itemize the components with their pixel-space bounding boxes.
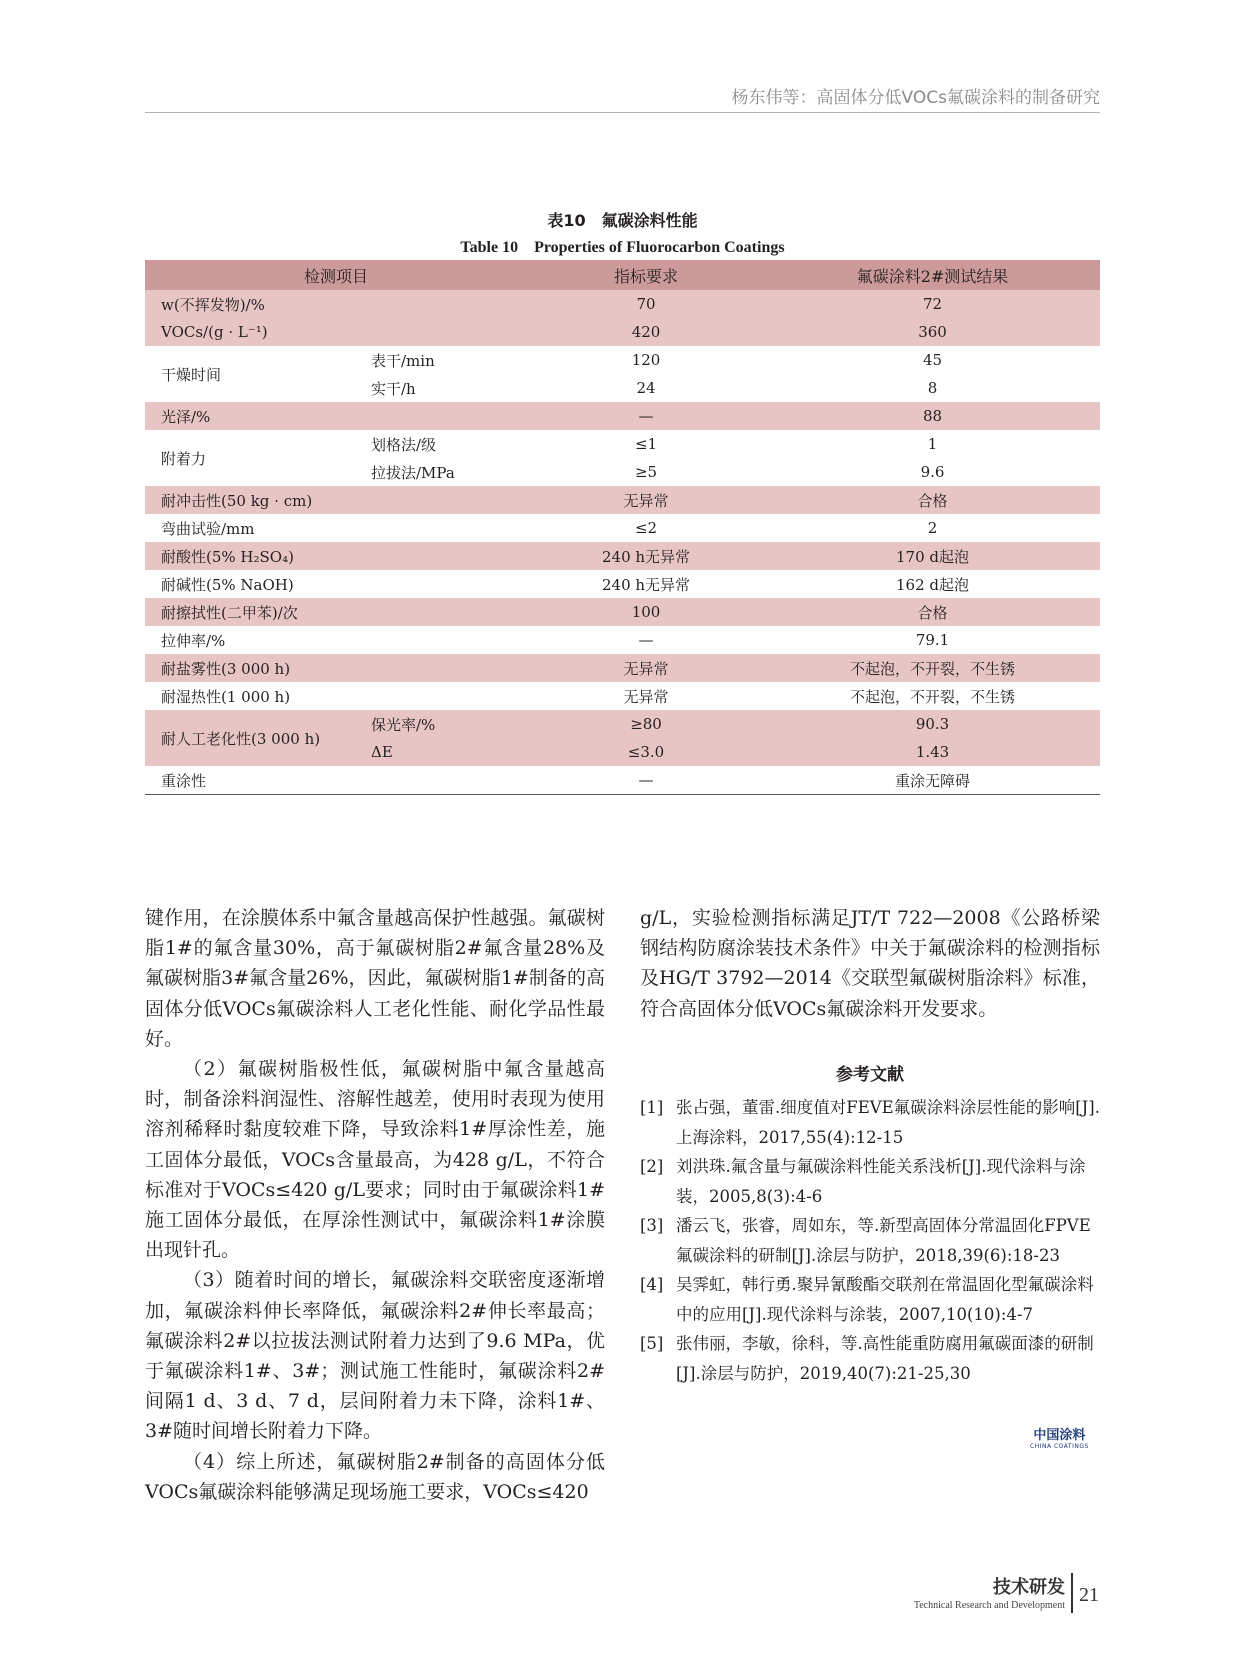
table-row — [145, 766, 1100, 795]
paragraph: （2）氟碳树脂极性低，氟碳树脂中氟含量越高时，制备涂料润湿性、溶解性越差，使用时表现为使用溶剂稀释时黏度较难下降，导致涂料1#厚涂性差，施工固体分最低，VOCs含量最高，为428 g/L，不符合标准对于VOCs≤420 g/L要求；同时由于氟碳涂料1#施工固体分最低，在厚涂性测试中，氟碳涂料1#涂膜出现针孔。 — [145, 1058, 605, 1262]
table-row — [145, 682, 1100, 710]
reference-item — [640, 1270, 1100, 1329]
table-row — [145, 626, 1100, 654]
reference-item — [640, 1152, 1100, 1211]
row-result: 重涂无障碍 — [765, 766, 1100, 795]
row-requirement: ≥5 — [634, 463, 658, 481]
table-row — [145, 430, 1100, 458]
row-result: 162 d起泡 — [896, 575, 970, 594]
paragraph: （3）随着时间的增长，氟碳涂料交联密度逐渐增加，氟碳涂料伸长率降低，氟碳涂料2#伸长率最高；氟碳涂料2#以拉拔法测试附着力达到了9.6 MPa，优于氟碳涂料1#、3#；测试施工性能时，氟碳涂料2#间隔1 d、3 d、7 d，层间附着力未下降，涂料1#、3#随时间增长附着力下降。 — [145, 1269, 605, 1443]
row-requirement: — — [638, 631, 654, 649]
row-item: 耐碱性(5% NaOH) — [161, 575, 294, 594]
row-requirement: 240 h无异常 — [527, 542, 765, 570]
paragraph: （4）综上所述，氟碳树脂2#制备的高固体分低VOCs氟碳涂料能够满足现场施工要求，VOCs≤420 — [145, 1450, 605, 1503]
header-requirement: 指标要求 — [527, 260, 765, 290]
reference-text: 吴霁虹，韩行勇.聚异氰酸酯交联剂在常温固化型氟碳涂料中的应用[J].现代涂料与涂装，2007,10(10):4-7 — [676, 1275, 1094, 1324]
row-item: 耐湿热性(1 000 h) — [161, 687, 291, 706]
references-list — [640, 1093, 1100, 1388]
row-item: 附着力 — [161, 449, 207, 468]
reference-text: 张占强，董雷.细度值对FEVE氟碳涂料涂层性能的影响[J].上海涂料，2017,55(4):12-15 — [676, 1098, 1100, 1147]
row-item: VOCs/(g · L⁻¹) — [145, 318, 527, 346]
row-item: 耐冲击性(50 kg · cm) — [145, 486, 527, 514]
table-row — [145, 346, 1100, 374]
row-result: 79.1 — [915, 631, 950, 649]
row-requirement: 240 h无异常 — [601, 575, 691, 594]
running-title: 杨东伟等：高固体分低VOCs氟碳涂料的制备研究 — [731, 88, 1100, 108]
running-header — [145, 80, 1100, 113]
reference-number: [5] — [640, 1334, 664, 1353]
row-subitem: 拉拔法/MPa — [371, 463, 455, 482]
table-row — [145, 402, 1100, 430]
paragraph: g/L，实验检测指标满足JT/T 722—2008《公路桥梁钢结构防腐涂装技术条件》中关于氟碳涂料的检测指标及HG/T 3792—2014《交联型氟碳树脂涂料》标准，符合高固体分低VOCs氟碳涂料开发要求。 — [640, 907, 1100, 1020]
row-subitem: 划格法/级 — [371, 435, 437, 454]
body-right-column — [640, 903, 1100, 1024]
table-row — [145, 542, 1100, 570]
header-item: 检测项目 — [145, 260, 527, 290]
row-requirement: 无异常 — [527, 486, 765, 514]
reference-number: [1] — [640, 1098, 664, 1117]
header-result: 氟碳涂料2#测试结果 — [765, 260, 1100, 290]
body-left-column — [145, 903, 605, 1507]
footer-section-en: Technical Research and Development — [913, 1600, 1065, 1611]
row-item: w(不挥发物)/% — [145, 290, 527, 318]
row-requirement: 120 — [631, 351, 661, 369]
row-subitem: 保光率/% — [357, 710, 527, 738]
logo-main-text: 中国涂料 — [1033, 1428, 1086, 1443]
table-caption-en: Table 10 Properties of Fluorocarbon Coatings — [460, 239, 785, 256]
row-result: 不起泡，不开裂，不生锈 — [850, 687, 1016, 706]
references-title: 参考文献 — [836, 1065, 904, 1085]
reference-number: [3] — [640, 1216, 664, 1235]
row-result: 不起泡，不开裂，不生锈 — [765, 654, 1100, 682]
row-item: 耐盐雾性(3 000 h) — [145, 654, 527, 682]
row-result: 2 — [927, 519, 938, 537]
reference-number: [2] — [640, 1157, 664, 1176]
row-result: 1 — [927, 435, 938, 453]
reference-text: 潘云飞，张睿，周如东，等.新型高固体分常温固化FPVE氟碳涂料的研制[J].涂层与防护，2018,39(6):18-23 — [676, 1216, 1091, 1265]
table-row — [145, 654, 1100, 682]
row-item: 光泽/% — [145, 402, 527, 430]
row-result: 360 — [765, 318, 1100, 346]
row-requirement: — — [527, 766, 765, 795]
row-requirement: ≥80 — [527, 710, 765, 738]
reference-item — [640, 1211, 1100, 1270]
footer-divider — [1071, 1573, 1073, 1613]
row-requirement: — — [527, 402, 765, 430]
table-row — [145, 318, 1100, 346]
row-requirement: 100 — [527, 598, 765, 626]
properties-table — [145, 260, 1100, 795]
row-item: 耐酸性(5% H₂SO₄) — [145, 542, 527, 570]
table-row — [145, 710, 1100, 738]
reference-text: 张伟丽，李敏，徐科，等.高性能重防腐用氟碳面漆的研制[J].涂层与防护，2019,40(7):21-25,30 — [676, 1334, 1094, 1383]
table-caption-cn: 表10 氟碳涂料性能 — [547, 211, 698, 230]
table-row — [145, 514, 1100, 542]
table-header-row — [145, 260, 1100, 290]
row-item: 耐擦拭性(二甲苯)/次 — [145, 598, 527, 626]
row-result: 合格 — [765, 486, 1100, 514]
reference-number: [4] — [640, 1275, 664, 1294]
row-item: 干燥时间 — [161, 365, 222, 384]
china-coatings-logo — [1030, 1424, 1089, 1450]
row-requirement: 24 — [636, 379, 656, 397]
table-row — [145, 598, 1100, 626]
footer-section-title: 技术研发 — [993, 1577, 1065, 1598]
row-item: 重涂性 — [145, 766, 527, 795]
row-result: 9.6 — [920, 463, 945, 481]
table-row — [145, 486, 1100, 514]
paragraph: 键作用，在涂膜体系中氟含量越高保护性越强。氟碳树脂1#的氟含量30%，高于氟碳树脂2#氟含量28%及氟碳树脂3#氟含量26%，因此，氟碳树脂1#制备的高固体分低VOCs氟碳涂料人工老化性能、耐化学品性最好。 — [145, 907, 605, 1050]
row-item: 拉伸率/% — [161, 631, 226, 650]
reference-item — [640, 1329, 1100, 1388]
logo-sub-text: CHINA COATINGS — [1030, 1443, 1089, 1450]
row-result: 88 — [765, 402, 1100, 430]
table-row — [145, 290, 1100, 318]
row-result: 1.43 — [765, 738, 1100, 766]
row-result: 合格 — [765, 598, 1100, 626]
reference-text: 刘洪珠.氟含量与氟碳涂料性能关系浅析[J].现代涂料与涂装，2005,8(3):4-6 — [676, 1157, 1086, 1206]
row-requirement: 420 — [527, 318, 765, 346]
row-result: 45 — [922, 351, 943, 369]
reference-item — [640, 1093, 1100, 1152]
row-requirement: ≤3.0 — [527, 738, 765, 766]
page-number: 21 — [1079, 1584, 1099, 1606]
table-row — [145, 570, 1100, 598]
row-subitem: ΔE — [357, 738, 527, 766]
row-item: 弯曲试验/mm — [161, 519, 255, 538]
row-requirement: 无异常 — [623, 687, 669, 706]
row-requirement: 无异常 — [527, 654, 765, 682]
row-item: 耐人工老化性(3 000 h) — [145, 710, 357, 766]
row-requirement: ≤1 — [634, 435, 658, 453]
row-result: 72 — [765, 290, 1100, 318]
row-result: 90.3 — [765, 710, 1100, 738]
row-requirement: 70 — [527, 290, 765, 318]
row-result: 170 d起泡 — [765, 542, 1100, 570]
row-requirement: ≤2 — [634, 519, 658, 537]
row-result: 8 — [927, 379, 938, 397]
row-subitem: 表干/min — [371, 351, 435, 370]
row-subitem: 实干/h — [371, 379, 416, 398]
